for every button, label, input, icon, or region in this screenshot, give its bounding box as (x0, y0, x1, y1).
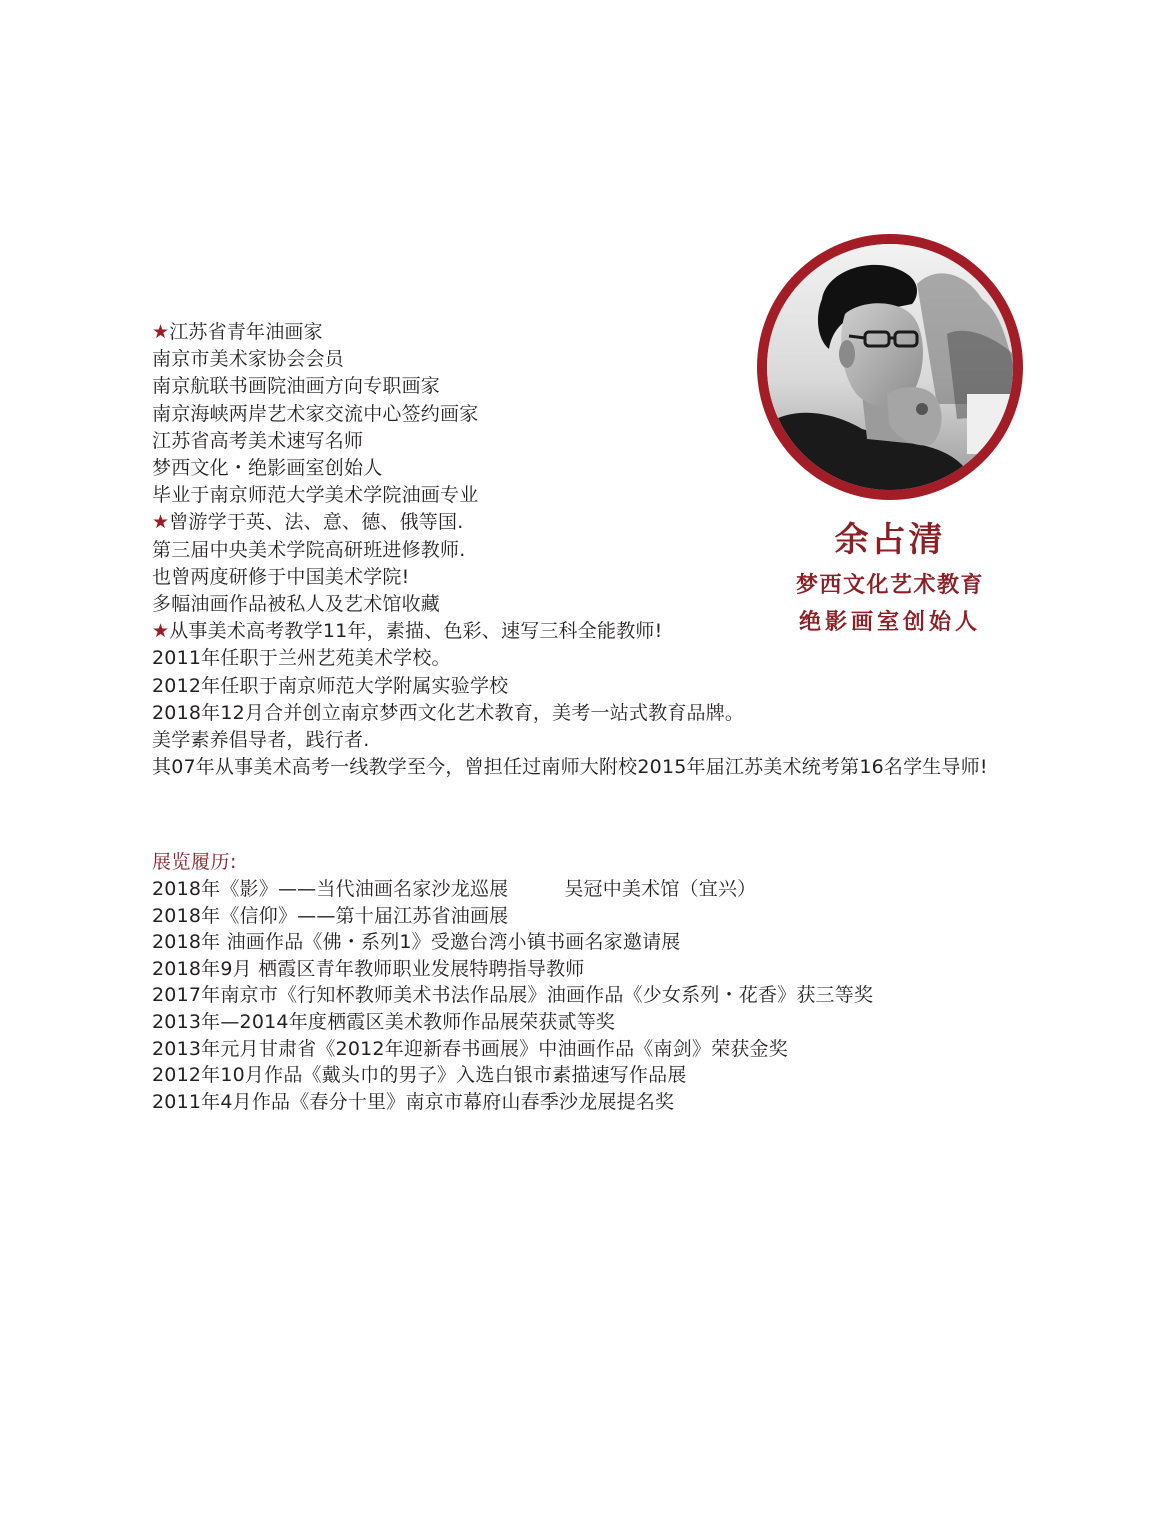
exhibition-item: 2012年10月作品《戴头巾的男子》入选白银市素描速写作品展 (152, 1064, 687, 1087)
bio-line: 2012年任职于南京师范大学附属实验学校 (152, 674, 509, 697)
bio-line: 江苏省高考美术速写名师 (152, 429, 364, 452)
bio-line: 美学素养倡导者，践行者. (152, 729, 370, 752)
exhibition-item: 2013年—2014年度栖霞区美术教师作品展荣获贰等奖 (152, 1010, 616, 1033)
exhibition-venue: 吴冠中美术馆（宜兴） (564, 878, 757, 900)
bio-line: 南京航联书画院油画方向专职画家 (152, 375, 441, 398)
bio-line: 2011年任职于兰州艺苑美术学校。 (152, 647, 451, 670)
bio-line: 也曾两度研修于中国美术学院! (152, 565, 410, 588)
exhibition-title: 展览履历: (152, 851, 237, 873)
portrait-photo (767, 244, 1013, 490)
exhibition-history (152, 849, 1052, 1115)
bio-line: 第三届中央美术学院高研班进修教师. (152, 538, 466, 561)
star-icon: ★ (152, 321, 170, 343)
person-name: 余占清 (834, 520, 946, 560)
bio-line: ★江苏省青年油画家 (152, 321, 323, 343)
organization-title: 梦西文化艺术教育 (795, 573, 984, 598)
founder-title: 绝影画室创始人 (798, 610, 981, 635)
bio-line: 梦西文化・绝影画室创始人 (152, 457, 383, 480)
bio-line: 南京市美术家协会会员 (152, 348, 345, 371)
bio-line: 南京海峡两岸艺术家交流中心签约画家 (152, 402, 479, 425)
bio-line: 毕业于南京师范大学美术学院油画专业 (152, 484, 479, 507)
exhibition-item: 2018年 油画作品《佛・系列1》受邀台湾小镇书画名家邀请展 (152, 931, 681, 954)
bio-line: ★曾游学于英、法、意、德、俄等国. (152, 511, 464, 534)
bio-line: 多幅油画作品被私人及艺术馆收藏 (152, 593, 441, 616)
star-icon: ★ (152, 511, 170, 534)
portrait-illustration (767, 244, 1013, 490)
bio-line: ★从事美术高考教学11年，素描、色彩、速写三科全能教师! (152, 620, 663, 643)
exhibition-item: 2018年《信仰》——第十届江苏省油画展 (152, 904, 509, 927)
portrait-frame (757, 234, 1023, 500)
bio-line: 其07年从事美术高考一线教学至今，曾担任过南师大附校2015年届江苏美术统考第16名学生导师! (152, 756, 988, 779)
bio-line: 2018年12月合并创立南京梦西文化艺术教育，美考一站式教育品牌。 (152, 701, 745, 724)
star-icon: ★ (152, 620, 170, 643)
exhibition-item: 2011年4月作品《春分十里》南京市幕府山春季沙龙展提名奖 (152, 1090, 675, 1113)
exhibition-item: 2018年《影》——当代油画名家沙龙巡展 吴冠中美术馆（宜兴） (152, 878, 757, 900)
exhibition-item: 2018年9月 栖霞区青年教师职业发展特聘指导教师 (152, 957, 585, 980)
exhibition-item: 2017年南京市《行知杯教师美术书法作品展》油画作品《少女系列・花香》获三等奖 (152, 984, 874, 1007)
exhibition-item: 2013年元月甘肃省《2012年迎新春书画展》中油画作品《南剑》荣获金奖 (152, 1037, 788, 1060)
